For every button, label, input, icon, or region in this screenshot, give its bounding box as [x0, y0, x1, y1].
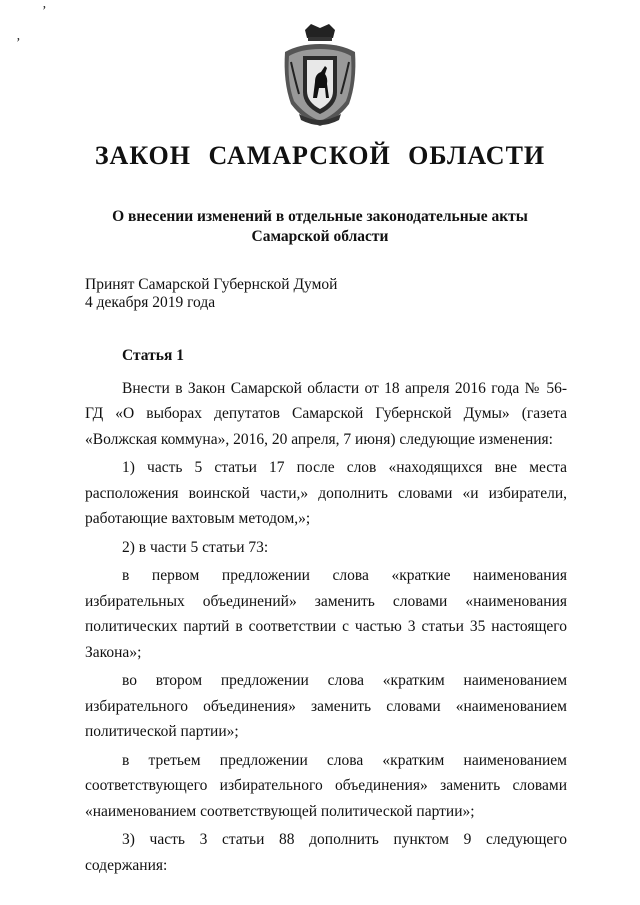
paragraph: во втором предложении слова «кратким наименованием избирательного объединения» заменить словами «наименованием политической партии»;: [85, 672, 567, 740]
document-title: ЗАКОН САМАРСКОЙ ОБЛАСТИ: [94, 141, 546, 170]
document-subtitle: О внесении изменений в отдельные законодательные акты Самарской области: [112, 208, 528, 245]
adoption-body: Принят Самарской Губернской Думой: [85, 276, 338, 293]
paragraph: 2) в части 5 статьи 73:: [122, 538, 269, 556]
adoption-date: 4 декабря 2019 года: [85, 294, 216, 311]
article-body: [85, 343, 567, 878]
paragraph: Внести в Закон Самарской области от 18 апреля 2016 года № 56-ГД «О выборах депутатов Самарской Губернской Думы» (газета «Волжская коммуна», 2016, 20 апреля, 7 июня) следующие изменения:: [85, 379, 567, 448]
adoption-info: [85, 276, 337, 312]
paragraph: в третьем предложении слова «кратким наименованием соответствующего избирательного объединения» заменить словами «наименованием соответствующей политической партии»;: [85, 751, 567, 820]
scan-mark: ʼ: [15, 36, 20, 51]
scan-mark: ʼ: [41, 4, 46, 19]
article-heading: Статья 1: [122, 347, 184, 364]
paragraph: в первом предложении слова «краткие наименования избирательных объединений» заменить словами «наименования политических партий в соответствии с частью 3 статьи 35 настоящего Закона»;: [85, 567, 567, 661]
paragraph: 1) часть 5 статьи 17 после слов «находящихся вне места расположения воинской части,» дополнить словами «и избиратели, работающие вахтовым методом,»;: [85, 459, 567, 527]
paragraph: 3) часть 3 статьи 88 дополнить пунктом 9 следующего содержания:: [85, 831, 567, 874]
coat-of-arms-icon: [281, 22, 359, 130]
